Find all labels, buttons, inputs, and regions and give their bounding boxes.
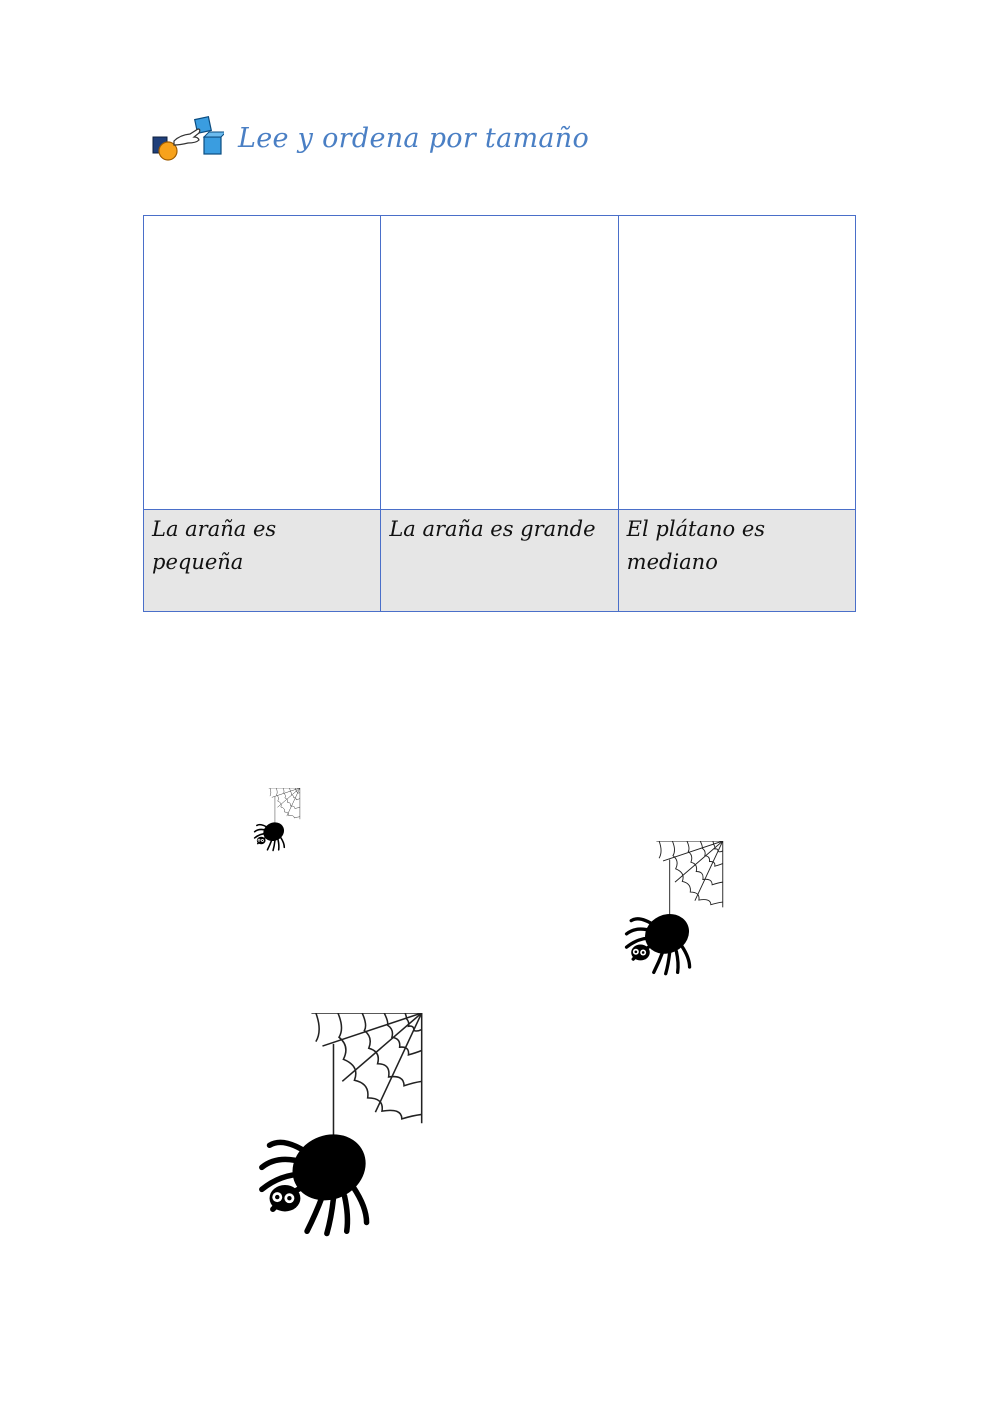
label-cell-3: El plátano es mediano (618, 510, 855, 612)
medium-spider-image[interactable] (618, 841, 728, 977)
label-cell-1: La araña es pequeña (144, 510, 381, 612)
image-row (144, 216, 856, 510)
worksheet-header (152, 115, 589, 165)
spider-with-web-icon (248, 1013, 430, 1239)
drop-cell-2[interactable] (381, 216, 618, 510)
hand-placing-blocks-icon (152, 115, 224, 165)
worksheet-title: Lee y ordena por tamaño (238, 122, 590, 154)
sorting-table (143, 215, 856, 612)
label-row (144, 510, 856, 612)
drop-cell-3[interactable] (618, 216, 855, 510)
label-cell-2: La araña es grande (381, 510, 618, 612)
spider-with-web-icon (249, 788, 304, 852)
spider-with-web-icon (618, 841, 728, 977)
small-spider-image[interactable] (249, 788, 304, 852)
large-spider-image[interactable] (248, 1013, 430, 1239)
drop-cell-1[interactable] (144, 216, 381, 510)
